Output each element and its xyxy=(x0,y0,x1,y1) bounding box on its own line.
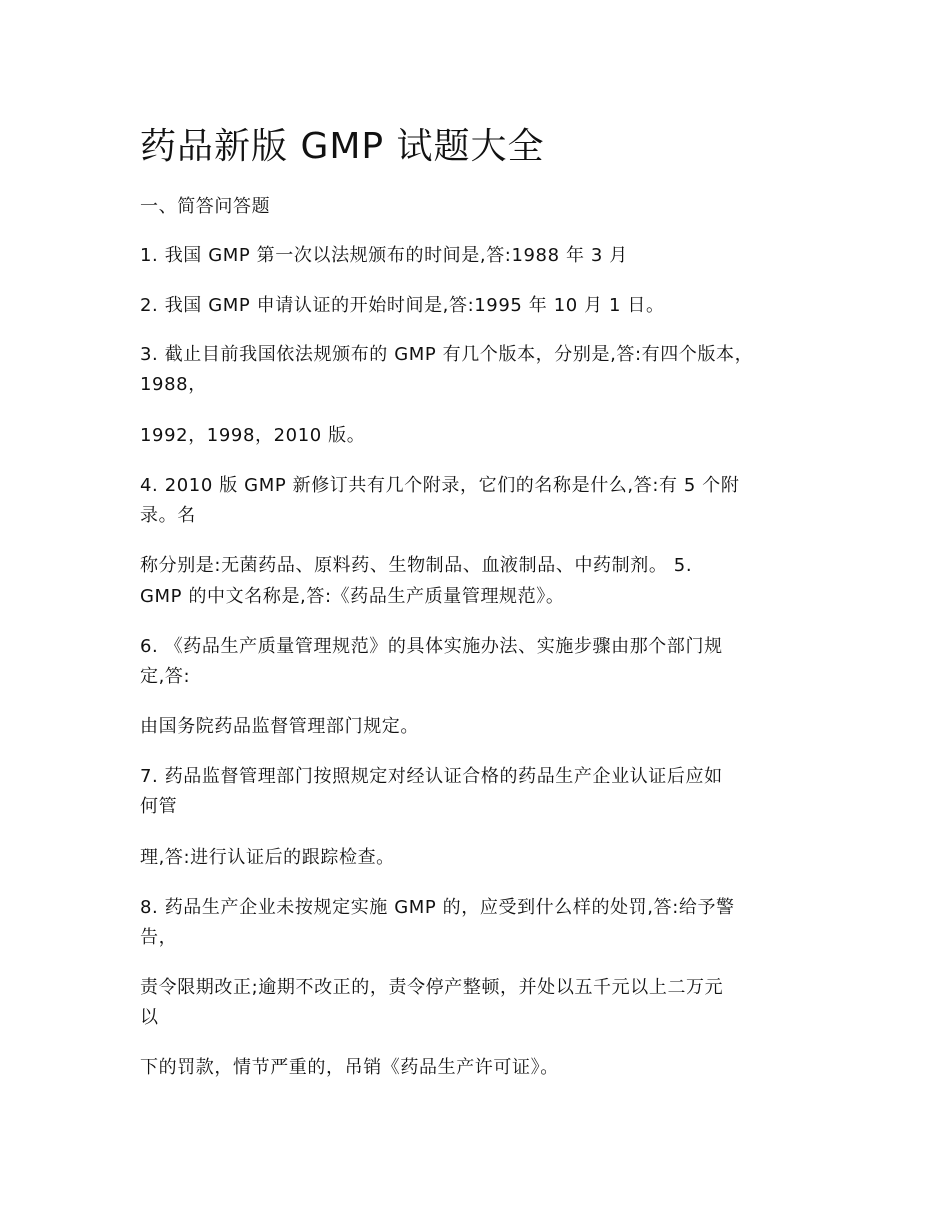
text-line: 8. 药品生产企业未按规定实施 GMP 的，应受到什么样的处罚,答:给予警 xyxy=(140,897,735,918)
text-line: GMP 的中文名称是,答:《药品生产质量管理规范》。 xyxy=(140,586,565,607)
text-line: 6. 《药品生产质量管理规范》的具体实施办法、实施步骤由那个部门规 xyxy=(140,636,723,657)
text-line: 录。名 xyxy=(140,505,196,526)
section-heading: 一、简答问答题 xyxy=(140,196,271,217)
text-line: 1. 我国 GMP 第一次以法规颁布的时间是,答:1988 年 3 月 xyxy=(140,245,628,266)
text-line: 理,答:进行认证后的跟踪检查。 xyxy=(140,847,395,868)
text-line: 下的罚款，情节严重的，吊销《药品生产许可证》。 xyxy=(140,1057,559,1078)
text-line: 责令限期改正;逾期不改正的，责令停产整顿，并处以五千元以上二万元 xyxy=(140,977,724,998)
text-line: 告， xyxy=(140,927,178,948)
text-line: 1992，1998，2010 版。 xyxy=(140,425,366,446)
document-title: 药品新版 GMP 试题大全 xyxy=(140,126,545,167)
text-line: 2. 我国 GMP 申请认证的开始时间是,答:1995 年 10 月 1 日。 xyxy=(140,295,665,316)
text-line: 称分别是:无菌药品、原料药、生物制品、血液制品、中药制剂。 5. xyxy=(140,555,693,576)
text-line: 4. 2010 版 GMP 新修订共有几个附录，它们的名称是什么,答:有 5 个附 xyxy=(140,475,740,496)
text-line: 以 xyxy=(140,1007,159,1028)
text-line: 定,答: xyxy=(140,666,191,687)
text-line: 1988， xyxy=(140,374,207,395)
text-line: 何管 xyxy=(140,796,178,817)
text-line: 3. 截止目前我国依法规颁布的 GMP 有几个版本，分别是,答:有四个版本， xyxy=(140,344,754,365)
text-line: 7. 药品监督管理部门按照规定对经认证合格的药品生产企业认证后应如 xyxy=(140,766,723,787)
text-line: 由国务院药品监督管理部门规定。 xyxy=(140,716,419,737)
